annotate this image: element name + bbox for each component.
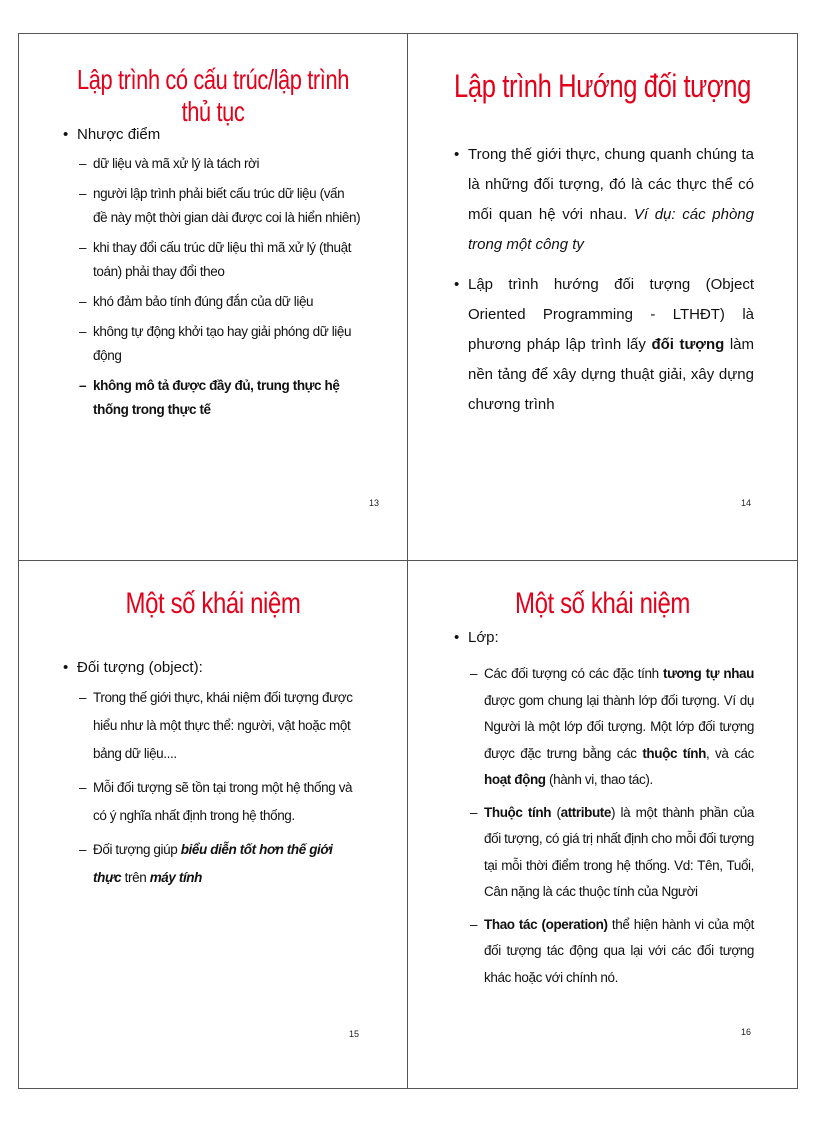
sub-list [468, 661, 754, 991]
slide-title: Một số khái niệm [514, 587, 690, 620]
sub-item-text: được gom chung lại thành lớp đối tượng. Ví dụ Người là một lớp đối tượng. Một lớp đối tượng được đặc trưng bằng các [484, 692, 754, 761]
emphasis-text: máy tính [149, 870, 202, 885]
bullet-item [61, 654, 361, 892]
sub-item-text: Đối tượng giúp [93, 842, 178, 857]
sub-item [77, 152, 361, 176]
page-number: 14 [740, 498, 751, 508]
sub-item [77, 684, 361, 768]
sub-item [77, 290, 361, 314]
sub-item-text: khó đảm bảo tính đúng đắn của dữ liệu [93, 294, 314, 309]
example-text: Ví dụ: các phòng trong một công ty [468, 206, 754, 253]
page-number: 16 [740, 1027, 751, 1037]
bold-term: attribute [560, 804, 611, 820]
sub-item-text: dữ liệu và mã xử lý là tách rời [93, 156, 260, 171]
bullet-list [61, 122, 361, 422]
sub-item [77, 182, 361, 230]
sub-item [77, 374, 361, 422]
bullet-item [452, 270, 754, 420]
bullet-list [61, 654, 361, 892]
bullet-item [452, 140, 754, 260]
bullet-text: làm nền tảng để xây dựng thuật giải, xây dựng chương trình [468, 336, 754, 413]
sub-item-text: trên [124, 870, 147, 885]
bullet-item [452, 625, 754, 991]
slide-title: Một số khái niệm [125, 587, 301, 620]
sub-item [77, 836, 361, 892]
bold-term: tương tự nhau [662, 666, 754, 681]
sub-item [468, 800, 754, 906]
sub-item-text: Trong thế giới thực, khái niệm đối tượng được hiểu như là một thực thể: người, vật hoặc một bảng dữ liệu.... [93, 690, 353, 761]
sub-item [468, 912, 754, 992]
bullet-text: Lập trình hướng đối tượng (Object Oriented Programming - LTHĐT) là phương pháp lập trình lấy [468, 276, 754, 353]
sub-list [77, 684, 361, 892]
bullet-list [452, 140, 754, 420]
bullet-item [61, 122, 361, 422]
sub-item-text: khi thay đổi cấu trúc dữ liệu thì mã xử lý (thuật toán) phải thay đổi theo [93, 240, 352, 279]
slide-title: Lập trình Hướng đối tượng [454, 68, 751, 104]
bullet-text: Trong thế giới thực, chung quanh chúng ta là những đối tượng, đó là các thực thể có mối quan hệ với nhau. [468, 146, 754, 223]
sub-item-text: không mô tả được đầy đủ, trung thực hệ thống trong thực tế [93, 378, 340, 417]
sub-item [77, 320, 361, 368]
sub-item-text: Mỗi đối tượng sẽ tồn tại trong một hệ thống và có ý nghĩa nhất định trong hệ thống. [93, 780, 353, 823]
sub-item-text: ( [556, 804, 561, 820]
sub-item [468, 661, 754, 794]
page-number: 15 [348, 1029, 359, 1039]
sub-item [77, 774, 361, 830]
bullet-text: Lớp: [468, 629, 499, 646]
bold-term: Thuộc tính [484, 804, 552, 820]
bullet-text: Nhược điểm [77, 126, 161, 143]
slide-16 [407, 560, 798, 1089]
bullet-text: Đối tượng (object): [77, 659, 203, 676]
sub-item [77, 236, 361, 284]
bold-term: Thao tác (operation) [484, 916, 608, 932]
emphasis-text: biểu diễn tốt hơn thế giới thực [93, 842, 333, 885]
bold-term: thuộc tính [642, 745, 706, 761]
slide-15 [18, 560, 408, 1089]
sub-item-text: ) là một thành phần của đối tượng, có giá trị nhất định cho mỗi đối tượng tại mỗi thời điểm trong hệ thống. Vd: Tên, Tuổi, Cân nặng là các thuộc tính của Người [484, 804, 754, 899]
slide-14 [407, 33, 798, 561]
sub-item-text: (hành vi, thao tác). [549, 772, 653, 787]
sub-item-text: thể hiện hành vi của một đối tượng tác động qua lại với các đối tượng khác hoặc với chính nó. [484, 916, 754, 985]
page-number: 13 [368, 498, 379, 508]
bold-term: đối tượng [651, 336, 725, 353]
sub-item-text: Các đối tượng có các đặc tính [484, 666, 659, 681]
sub-item-text: không tự động khởi tạo hay giải phóng dữ liệu động [93, 324, 352, 363]
sub-item-text: người lập trình phải biết cấu trúc dữ liệu (vấn đề này một thời gian dài được coi là hiển nhiên) [93, 186, 361, 225]
bullet-list [452, 625, 754, 991]
bold-term: hoạt động [484, 772, 546, 787]
slide-title: Lập trình có cấu trúc/lập trình thủ tục [76, 64, 350, 127]
sub-item-text: , và các [705, 745, 755, 761]
slide-13 [18, 33, 408, 561]
sub-list [77, 152, 361, 422]
